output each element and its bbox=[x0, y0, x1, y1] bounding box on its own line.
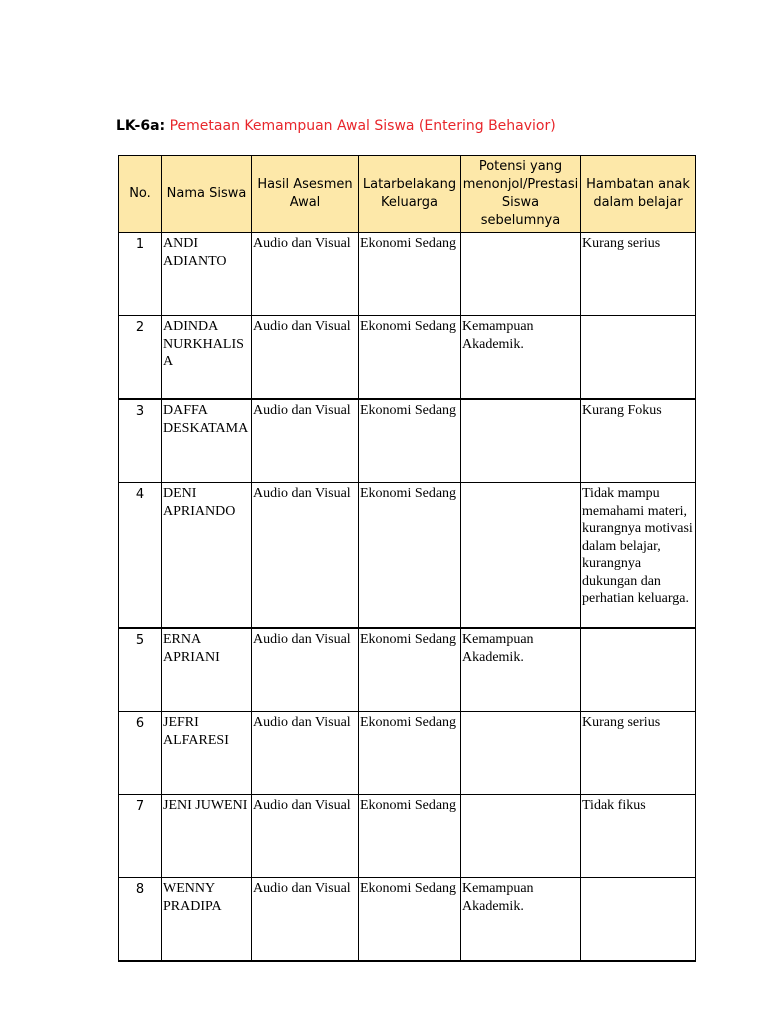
cell-no: 8 bbox=[119, 878, 162, 962]
cell-obstacle bbox=[581, 878, 696, 962]
cell-background: Ekonomi Sedang bbox=[359, 233, 461, 316]
cell-obstacle: Tidak fikus bbox=[581, 795, 696, 878]
cell-no: 3 bbox=[119, 399, 162, 483]
table-row bbox=[119, 233, 696, 316]
table-row bbox=[119, 795, 696, 878]
cell-background: Ekonomi Sedang bbox=[359, 878, 461, 962]
cell-background: Ekonomi Sedang bbox=[359, 399, 461, 483]
cell-potential bbox=[461, 795, 581, 878]
header-assessment: Hasil Asesmen Awal bbox=[252, 156, 359, 233]
cell-background: Ekonomi Sedang bbox=[359, 712, 461, 795]
cell-assessment: Audio dan Visual bbox=[252, 712, 359, 795]
header-potential: Potensi yang menonjol/Prestasi Siswa sebelumnya bbox=[461, 156, 581, 233]
cell-assessment: Audio dan Visual bbox=[252, 399, 359, 483]
table-header-row bbox=[119, 156, 696, 233]
cell-name: ANDI ADIANTO bbox=[162, 233, 252, 316]
cell-obstacle: Tidak mampu memahami materi, kurangnya motivasi dalam belajar, kurangnya dukungan dan perhatian keluarga. bbox=[581, 483, 696, 629]
cell-name: JENI JUWENI bbox=[162, 795, 252, 878]
table-row bbox=[119, 316, 696, 400]
cell-assessment: Audio dan Visual bbox=[252, 878, 359, 962]
table-row bbox=[119, 712, 696, 795]
cell-name: DAFFA DESKATAMA bbox=[162, 399, 252, 483]
cell-name: DENI APRIANDO bbox=[162, 483, 252, 629]
cell-obstacle bbox=[581, 316, 696, 400]
cell-assessment: Audio dan Visual bbox=[252, 628, 359, 712]
cell-potential: Kemampuan Akademik. bbox=[461, 628, 581, 712]
cell-obstacle: Kurang serius bbox=[581, 233, 696, 316]
table-row bbox=[119, 483, 696, 629]
header-name: Nama Siswa bbox=[162, 156, 252, 233]
cell-assessment: Audio dan Visual bbox=[252, 483, 359, 629]
cell-potential bbox=[461, 712, 581, 795]
cell-name: WENNY PRADIPA bbox=[162, 878, 252, 962]
cell-background: Ekonomi Sedang bbox=[359, 628, 461, 712]
cell-potential bbox=[461, 483, 581, 629]
cell-potential: Kemampuan Akademik. bbox=[461, 316, 581, 400]
cell-background: Ekonomi Sedang bbox=[359, 483, 461, 629]
header-no: No. bbox=[119, 156, 162, 233]
student-mapping-table bbox=[118, 155, 696, 962]
cell-name: ERNA APRIANI bbox=[162, 628, 252, 712]
cell-assessment: Audio dan Visual bbox=[252, 795, 359, 878]
table-row bbox=[119, 628, 696, 712]
cell-background: Ekonomi Sedang bbox=[359, 316, 461, 400]
cell-assessment: Audio dan Visual bbox=[252, 316, 359, 400]
header-background: Latarbelakang Keluarga bbox=[359, 156, 461, 233]
cell-potential bbox=[461, 233, 581, 316]
cell-name: JEFRI ALFARESI bbox=[162, 712, 252, 795]
cell-assessment: Audio dan Visual bbox=[252, 233, 359, 316]
cell-no: 5 bbox=[119, 628, 162, 712]
table-row bbox=[119, 399, 696, 483]
table-row bbox=[119, 878, 696, 962]
cell-obstacle: Kurang Fokus bbox=[581, 399, 696, 483]
cell-no: 2 bbox=[119, 316, 162, 400]
cell-background: Ekonomi Sedang bbox=[359, 795, 461, 878]
cell-potential: Kemampuan Akademik. bbox=[461, 878, 581, 962]
cell-no: 4 bbox=[119, 483, 162, 629]
cell-name: ADINDA NURKHALISA bbox=[162, 316, 252, 400]
document-title bbox=[116, 118, 556, 134]
worksheet-heading: Pemetaan Kemampuan Awal Siswa (Entering Behavior) bbox=[169, 118, 556, 134]
cell-potential bbox=[461, 399, 581, 483]
cell-no: 7 bbox=[119, 795, 162, 878]
cell-no: 6 bbox=[119, 712, 162, 795]
cell-obstacle bbox=[581, 628, 696, 712]
worksheet-code: LK-6a: bbox=[116, 118, 166, 134]
cell-obstacle: Kurang serius bbox=[581, 712, 696, 795]
header-obstacle: Hambatan anak dalam belajar bbox=[581, 156, 696, 233]
cell-no: 1 bbox=[119, 233, 162, 316]
